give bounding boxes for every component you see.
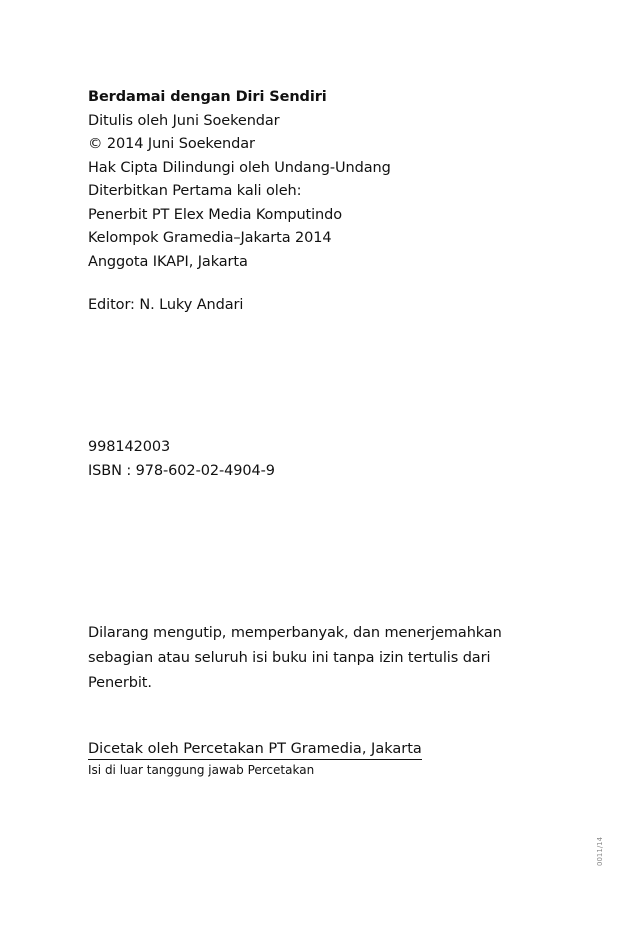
editor-block (88, 294, 528, 318)
printer-block (88, 738, 528, 778)
copyright-line: © 2014 Juni Soekendar (88, 136, 255, 152)
group-line: Kelompok Gramedia–Jakarta 2014 (88, 230, 332, 246)
catalog-number: 998142003 (88, 439, 171, 455)
printed-by-line: Dicetak oleh Percetakan PT Gramedia, Jakarta (88, 739, 422, 760)
ikapi-line: Anggota IKAPI, Jakarta (88, 253, 248, 270)
first-published-line: Diterbitkan Pertama kali oleh: (88, 183, 302, 199)
side-code: 0011/14 (596, 836, 604, 866)
imprint-block (88, 86, 528, 274)
book-title: Berdamai dengan Diri Sendiri (88, 89, 327, 105)
copyright-notice (88, 621, 528, 696)
author-line: Ditulis oleh Juni Soekendar (88, 112, 280, 129)
isbn-line: ISBN : 978-602-02-4904-9 (88, 462, 275, 479)
isbn-block (88, 436, 528, 483)
rights-line: Hak Cipta Dilindungi oleh Undang-Undang (88, 159, 391, 176)
printer-disclaimer: Isi di luar tanggung jawab Percetakan (88, 763, 315, 777)
publisher-line: Penerbit PT Elex Media Komputindo (88, 206, 343, 223)
notice-line: Penerbit. (88, 675, 152, 691)
editor-line: Editor: N. Luky Andari (88, 297, 244, 313)
notice-line: sebagian atau seluruh isi buku ini tanpa izin tertulis dari (88, 650, 491, 666)
notice-line: Dilarang mengutip, memperbanyak, dan menerjemahkan (88, 625, 502, 641)
